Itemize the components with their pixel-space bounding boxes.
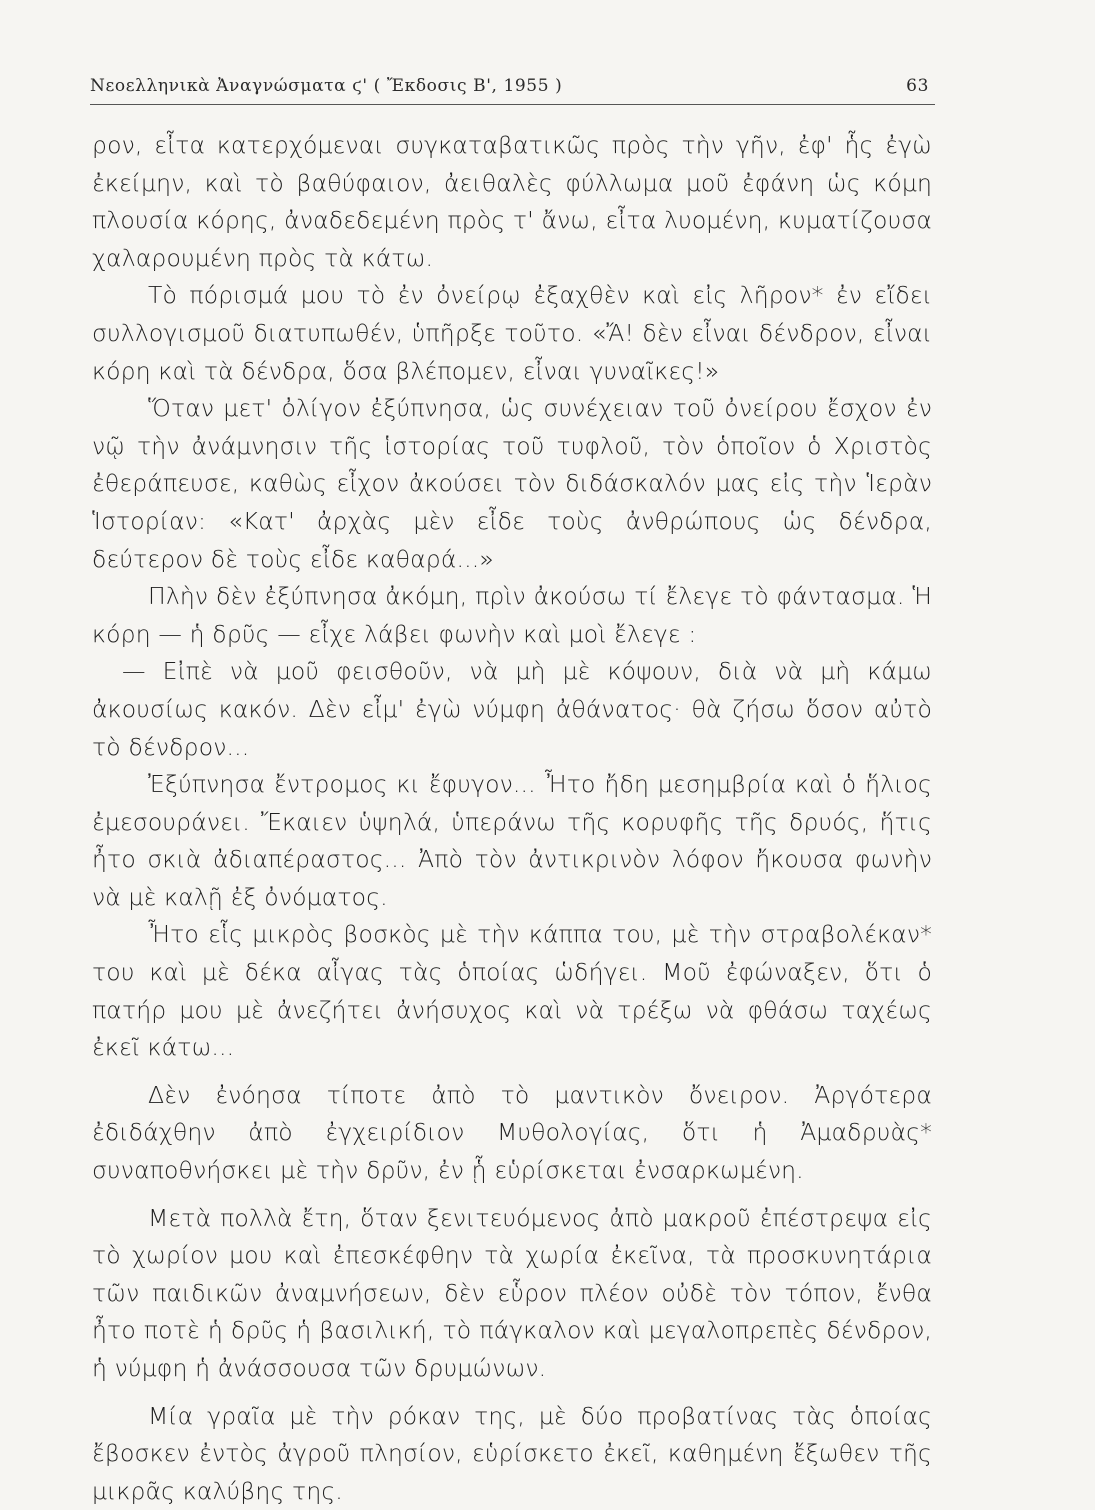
paragraph: Ἦτο εἷς μικρὸς βοσκὸς μὲ τὴν κάππα του, μὲ τὴν στραβολέκαν* του καὶ μὲ δέκα αἶγας τὰς ὁποίας ὡδήγει. Μοῦ ἐφώναξεν, ὅτι ὁ πατήρ μου μὲ ἀνεζήτει ἀνήσυχος καὶ νὰ τρέξω νὰ φθάσω ταχέως ἐκεῖ κάτω... bbox=[92, 920, 932, 1062]
dialogue-paragraph: — Εἰπὲ νὰ μοῦ φεισθοῦν, νὰ μὴ μὲ κόψουν, διὰ νὰ μὴ κάμω ἀκουσίως κακόν. Δὲν εἶμ' ἐγὼ νύμφη ἀθάνατος· θὰ ζήσω ὅσον αὐτὸ τὸ δένδρον... bbox=[92, 657, 932, 761]
paragraph-continuation: ρον, εἶτα κατερχόμεναι συγκαταβατικῶς πρὸς τὴν γῆν, ἐφ' ἧς ἐγὼ ἐκείμην, καὶ τὸ βαθύφαιον, ἀειθαλὲς φύλλωμα μοῦ ἐφάνη ὡς κόμη πλουσία κόρης, ἀναδεδεμένη πρὸς τ' ἄνω, εἶτα λυομένη, κυματίζουσα χαλαρουμένη πρὸς τὰ κάτω. bbox=[92, 131, 932, 272]
paragraph: Πλὴν δὲν ἐξύπνησα ἀκόμη, πρὶν ἀκούσω τί ἔλεγε τὸ φάντασμα. Ἡ κόρη — ἡ δρῦς — εἶχε λάβει φωνὴν καὶ μοὶ ἔλεγε : bbox=[92, 582, 932, 648]
paragraph: Τὸ πόρισμά μου τὸ ἐν ὀνείρῳ ἐξαχθὲν καὶ εἰς λῆρον* ἐν εἴδει συλλογισμοῦ διατυπωθέν, ὑπῆρξε τοῦτο. «Ἄ! δὲν εἶναι δένδρον, εἶναι κόρη καὶ τὰ δένδρα, ὅσα βλέπομεν, εἶναι γυναῖκες!» bbox=[92, 281, 932, 385]
paragraph: Ὅταν μετ' ὀλίγον ἐξύπνησα, ὡς συνέχειαν τοῦ ὀνείρου ἔσχον ἐν νῷ τὴν ἀνάμνησιν τῆς ἱστορίας τοῦ τυφλοῦ, τὸν ὁποῖον ὁ Χριστὸς ἐθεράπευσε, καθὼς εἶχον ἀκούσει τὸν διδάσκαλόν μας εἰς τὴν Ἱερὰν Ἱστορίαν: «Κατ' ἀρχὰς μὲν εἶδε τοὺς ἀνθρώπους ὡς δένδρα, δεύτερον δὲ τοὺς εἶδε καθαρά...» bbox=[92, 394, 932, 573]
paragraph: Δὲν ἐνόησα τίποτε ἀπὸ τὸ μαντικὸν ὄνειρον. Ἀργότερα ἐδιδάχθην ἀπὸ ἐγχειρίδιον Μυθολογίας, ὅτι ἡ Ἀμαδρυὰς* συναποθνήσκει μὲ τὴν δρῦν, ἐν ᾗ εὑρίσκεται ἐνσαρκωμένη. bbox=[92, 1080, 932, 1185]
paragraph: Ἐξύπνησα ἔντρομος κι ἔφυγον... Ἦτο ἤδη μεσημβρία καὶ ὁ ἥλιος ἐμεσουράνει. Ἔκαιεν ὑψηλά, ὑπεράνω τῆς κορυφῆς τῆς δρυός, ἥτις ἦτο σκιὰ ἀδιαπέραστος... Ἀπὸ τὸν ἀντικρινὸν λόφον ἤκουσα φωνὴν νὰ μὲ καλῇ ἐξ ὀνόματος. bbox=[92, 770, 932, 911]
page-number: 63 bbox=[906, 76, 929, 96]
book-title-header: Νεοελληνικὰ Ἀναγνώσματα ϛ' ( Ἔκδοσις Β', 1955 ) bbox=[90, 76, 563, 96]
paragraph: Μία γραῖα μὲ τὴν ρόκαν της, μὲ δύο προβατίνας τὰς ὁποίας ἔβοσκεν ἐντὸς ἀγροῦ πλησίον, εὑρίσκετο ἐκεῖ, καθημένη ἔξωθεν τῆς μικρᾶς καλύβης της. bbox=[92, 1401, 932, 1505]
header-rule bbox=[90, 104, 935, 105]
running-header bbox=[90, 72, 935, 102]
paragraph: Μετὰ πολλὰ ἔτη, ὅταν ξενιτευόμενος ἀπὸ μακροῦ ἐπέστρεψα εἰς τὸ χωρίον μου καὶ ἐπεσκέφθην τὰ χωρία ἐκεῖνα, τὰ προσκυνητάρια τῶν παιδικῶν ἀναμνήσεων, δὲν εὗρον πλέον οὐδὲ τὸν τόπον, ἔνθα ἦτο ποτὲ ἡ δρῦς ἡ βασιλική, τὸ πάγκαλον καὶ μεγαλοπρεπὲς δένδρον, ἡ νύμφη ἡ ἀνάσσουσα τῶν δρυμώνων. bbox=[92, 1203, 932, 1382]
body-text bbox=[92, 127, 932, 1510]
